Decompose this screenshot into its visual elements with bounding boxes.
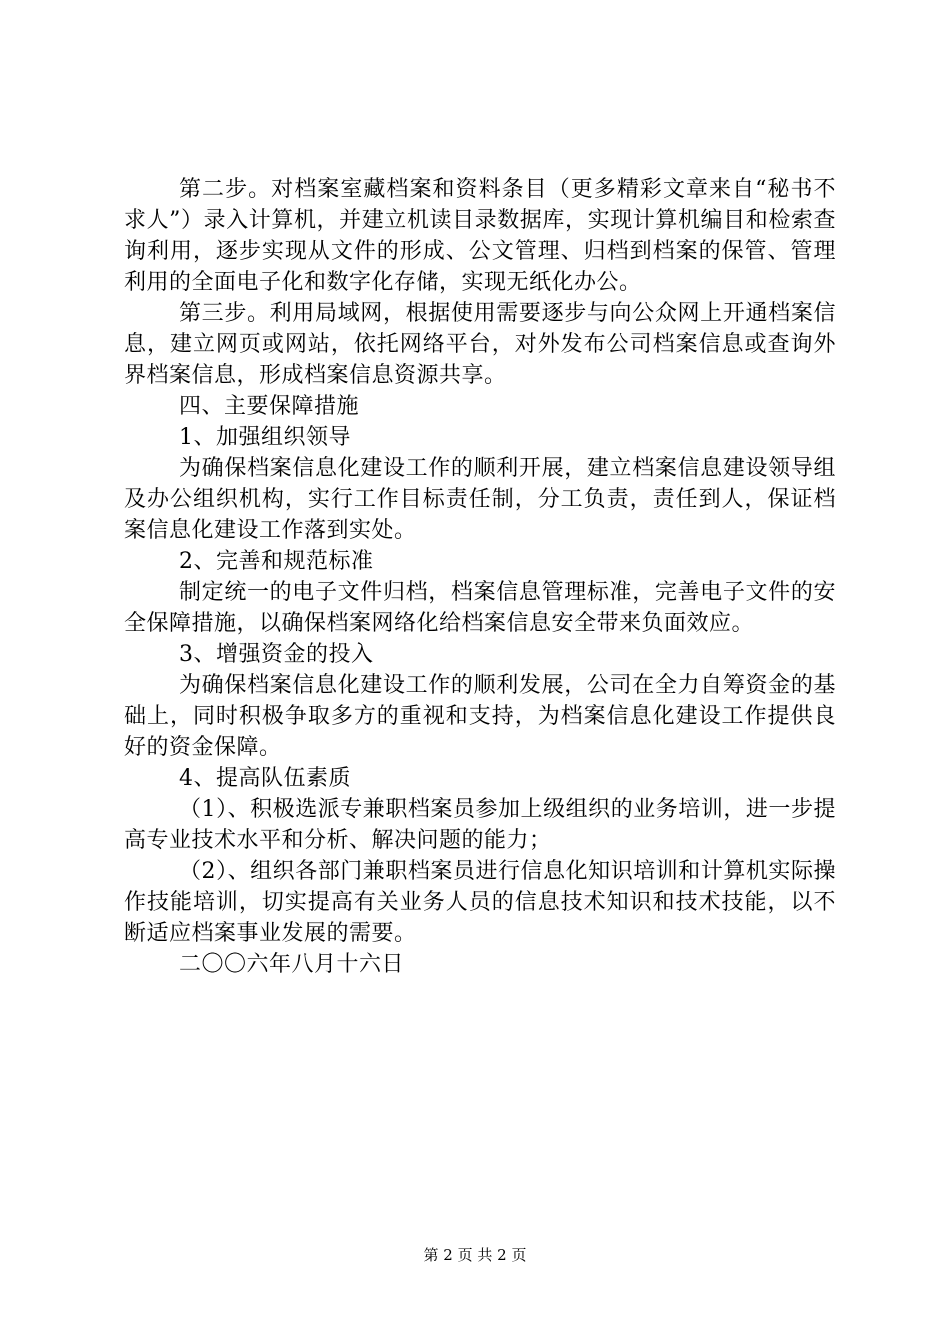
page-number-footer: 第 2 页 共 2 页 bbox=[423, 1246, 527, 1264]
document-body bbox=[124, 174, 836, 980]
subheading-funding: 3、增强资金的投入 bbox=[179, 642, 374, 667]
paragraph-standards: 制定统一的电子文件归档，档案信息管理标准，完善电子文件的安全保障措施，以确保档案网络化给档案信息安全带来负面效应。 bbox=[124, 580, 836, 636]
paragraph-funding: 为确保档案信息化建设工作的顺利发展，公司在全力自筹资金的基础上，同时积极争取多方的重视和支持，为档案信息化建设工作提供良好的资金保障。 bbox=[124, 673, 836, 760]
paragraph-step-three: 第三步。利用局域网，根据使用需要逐步与向公众网上开通档案信息，建立网页或网站，依托网络平台，对外发布公司档案信息或查询外界档案信息，形成档案信息资源共享。 bbox=[124, 301, 836, 388]
paragraph-training-one: （1）、积极选派专兼职档案员参加上级组织的业务培训，进一步提高专业技术水平和分析、解决问题的能力； bbox=[124, 797, 836, 853]
paragraph-training-two: （2）、组织各部门兼职档案员进行信息化知识培训和计算机实际操作技能培训，切实提高有关业务人员的信息技术知识和技术技能，以不断适应档案事业发展的需要。 bbox=[124, 859, 836, 946]
paragraph-leadership: 为确保档案信息化建设工作的顺利开展，建立档案信息建设领导组及办公组织机构，实行工作目标责任制，分工负责，责任到人，保证档案信息化建设工作落到实处。 bbox=[124, 456, 836, 543]
subheading-standards: 2、完善和规范标准 bbox=[179, 549, 374, 574]
subheading-leadership: 1、加强组织领导 bbox=[179, 425, 351, 450]
paragraph-step-two: 第二步。对档案室藏档案和资料条目（更多精彩文章来自“秘书不求人”）录入计算机，并建立机读目录数据库，实现计算机编目和检索查询利用，逐步实现从文件的形成、公文管理、归档到档案的保管、管理利用的全面电子化和数字化存储，实现无纸化办公。 bbox=[124, 177, 836, 295]
subheading-team-quality: 4、提高队伍素质 bbox=[179, 766, 351, 791]
section-heading-measures: 四、主要保障措施 bbox=[179, 394, 360, 419]
document-date: 二〇〇六年八月十六日 bbox=[179, 952, 405, 977]
